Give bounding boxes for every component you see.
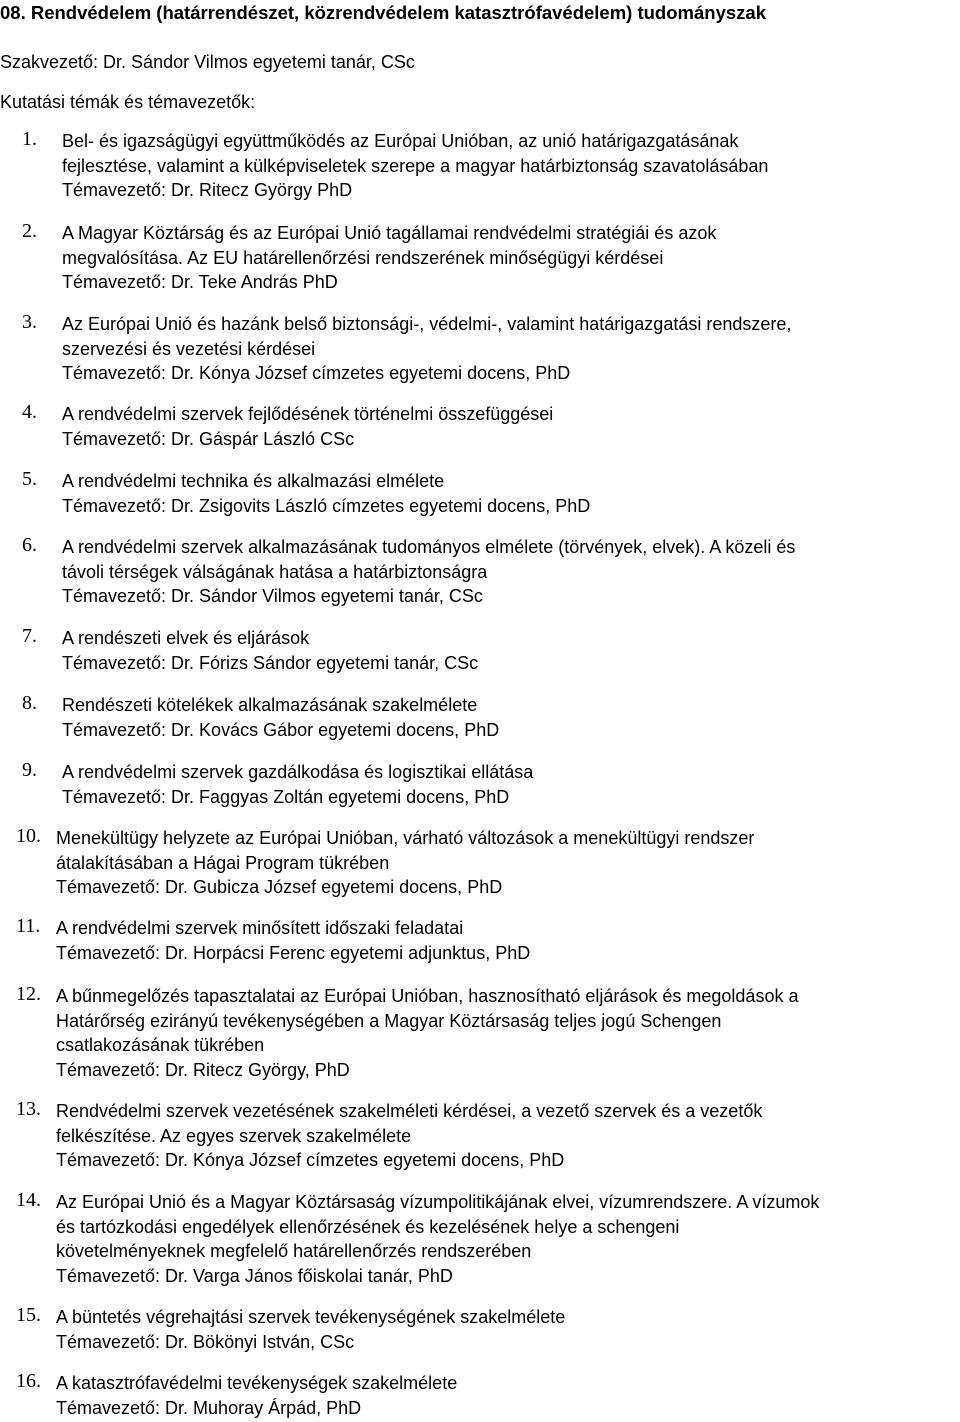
topic-title-line: Az Európai Unió és hazánk belső biztonsági-, védelmi-, valamint határigazgatási rendszere,: [62, 314, 792, 334]
topic-number: 10.: [16, 825, 41, 847]
topic-supervisor: Témavezető: Dr. Sándor Vilmos egyetemi tanár, CSc: [62, 586, 483, 606]
topic-text: [62, 312, 791, 386]
topic-title-line: Határőrség ezirányú tevékenységében a Magyar Köztársaság teljes jogú Schengen: [56, 1010, 722, 1031]
topic-number: 14.: [16, 1189, 41, 1211]
topic-text: [56, 1371, 457, 1420]
topic-title-line: Az Európai Unió és a Magyar Köztársaság vízumpolitikájának elvei, vízumrendszere. A vízumok: [56, 1192, 820, 1212]
topic-text: [62, 221, 716, 295]
topic-number: 13.: [16, 1098, 41, 1120]
topic-supervisor: Témavezető: Dr. Kovács Gábor egyetemi docens, PhD: [62, 719, 500, 740]
topic-title-line: A büntetés végrehajtási szervek tevékenységének szakelmélete: [56, 1307, 566, 1327]
topic-title-line: A rendvédelmi szervek gazdálkodása és logisztikai ellátása: [62, 762, 534, 782]
topic-text: [56, 1099, 762, 1173]
topic-number: 8.: [22, 692, 37, 714]
topic-supervisor: Témavezető: Dr. Kónya József címzetes egyetemi docens, PhD: [62, 363, 571, 383]
topic-text: [56, 1305, 565, 1354]
topic-supervisor: Témavezető: Dr. Ritecz György, PhD: [56, 1059, 350, 1080]
topic-title-line: A katasztrófavédelmi tevékenységek szakelmélete: [56, 1373, 458, 1393]
topic-title-line: távoli térségek válságának hatása a határbiztonságra: [62, 561, 488, 582]
topic-title-line: A rendvédelmi szervek minősített időszaki feladatai: [56, 918, 464, 938]
topic-title-line: Rendészeti kötelékek alkalmazásának szakelmélete: [62, 695, 478, 715]
section-leader: Szakvezető: Dr. Sándor Vilmos egyetemi tanár, CSc: [0, 52, 415, 72]
topic-title-line: A Magyar Köztárság és az Európai Unió tagállamai rendvédelmi stratégiái és azok: [62, 223, 717, 243]
topic-text: [56, 916, 530, 965]
topic-supervisor: Témavezető: Dr. Muhoray Árpád, PhD: [56, 1397, 362, 1418]
topic-supervisor: Témavezető: Dr. Horpácsi Ferenc egyetemi adjunktus, PhD: [56, 942, 531, 963]
topic-title-line: követelményeknek megfelelő határellenőrzés rendszerében: [56, 1241, 532, 1261]
topic-title-line: fejlesztése, valamint a külképviseletek szerepe a magyar határbiztonság szavatolásában: [62, 155, 769, 176]
topic-title-line: csatlakozásának tükrében: [56, 1035, 265, 1055]
topic-title-line: átalakításában a Hágai Program tükrében: [56, 852, 390, 873]
topic-title-line: A bűnmegelőzés tapasztalatai az Európai Unióban, hasznosítható eljárások és megoldások a: [56, 986, 799, 1006]
topic-title-line: A rendvédelmi technika és alkalmazási elmélete: [62, 471, 445, 491]
topic-number: 9.: [22, 759, 37, 781]
topic-title-line: A rendvédelmi szervek fejlődésének történelmi összefüggései: [62, 404, 554, 424]
topic-supervisor: Témavezető: Dr. Kónya József címzetes egyetemi docens, PhD: [56, 1150, 565, 1170]
topic-text: [56, 826, 754, 900]
topic-title-line: és tartózkodási engedélyek ellenőrzésének és kezelésének helye a schengeni: [56, 1216, 680, 1237]
topic-supervisor: Témavezető: Dr. Fórizs Sándor egyetemi tanár, CSc: [62, 652, 479, 673]
topic-supervisor: Témavezető: Dr. Varga János főiskolai tanár, PhD: [56, 1265, 453, 1286]
topic-text: [62, 402, 553, 451]
topic-text: [62, 469, 590, 518]
topic-number: 6.: [22, 534, 37, 556]
topic-number: 7.: [22, 625, 37, 647]
topic-supervisor: Témavezető: Dr. Gáspár László CSc: [62, 428, 355, 449]
topic-supervisor: Témavezető: Dr. Teke András PhD: [62, 272, 338, 292]
topic-number: 2.: [22, 220, 37, 242]
topic-title-line: Menekültügy helyzete az Európai Unióban, várható változások a menekültügyi rendszer: [56, 828, 755, 848]
topic-title-line: Rendvédelmi szervek vezetésének szakelméleti kérdései, a vezető szervek és a vezetők: [56, 1101, 763, 1121]
topic-supervisor: Témavezető: Dr. Zsigovits László címzetes egyetemi docens, PhD: [62, 495, 591, 516]
topic-number: 12.: [16, 983, 41, 1005]
topic-number: 3.: [22, 311, 37, 333]
topic-title-line: megvalósítása. Az EU határellenőrzési rendszerének minőségügyi kérdései: [62, 247, 664, 268]
topic-supervisor: Témavezető: Dr. Bökönyi István, CSc: [56, 1331, 355, 1352]
topic-title-line: Bel- és igazságügyi együttműködés az Európai Unióban, az unió határigazgatásának: [62, 131, 739, 151]
topic-text: [56, 1190, 819, 1288]
topic-number: 11.: [16, 915, 41, 937]
topic-supervisor: Témavezető: Dr. Gubicza József egyetemi docens, PhD: [56, 877, 503, 897]
topic-text: [62, 129, 768, 203]
topic-number: 5.: [22, 468, 37, 490]
topic-title-line: A rendvédelmi szervek alkalmazásának tudományos elmélete (törvények, elvek). A közeli és: [62, 537, 796, 557]
topic-text: [62, 760, 533, 809]
topics-heading: Kutatási témák és témavezetők:: [0, 92, 256, 112]
topic-text: [62, 535, 795, 609]
topic-supervisor: Témavezető: Dr. Ritecz György PhD: [62, 180, 353, 200]
topic-text: [62, 693, 499, 742]
topic-number: 16.: [16, 1370, 41, 1392]
topic-title-line: szervezési és vezetési kérdései: [62, 338, 316, 359]
topic-text: [62, 626, 478, 675]
topic-number: 1.: [22, 128, 37, 150]
topic-supervisor: Témavezető: Dr. Faggyas Zoltán egyetemi docens, PhD: [62, 786, 510, 807]
topic-number: 4.: [22, 401, 37, 423]
section-title: 08. Rendvédelem (határrendészet, közrendvédelem katasztrófavédelem) tudományszak: [0, 2, 766, 23]
topic-title-line: felkészítése. Az egyes szervek szakelmélete: [56, 1125, 412, 1146]
topic-title-line: A rendészeti elvek és eljárások: [62, 628, 310, 648]
topic-number: 15.: [16, 1304, 41, 1326]
topic-text: [56, 984, 798, 1082]
